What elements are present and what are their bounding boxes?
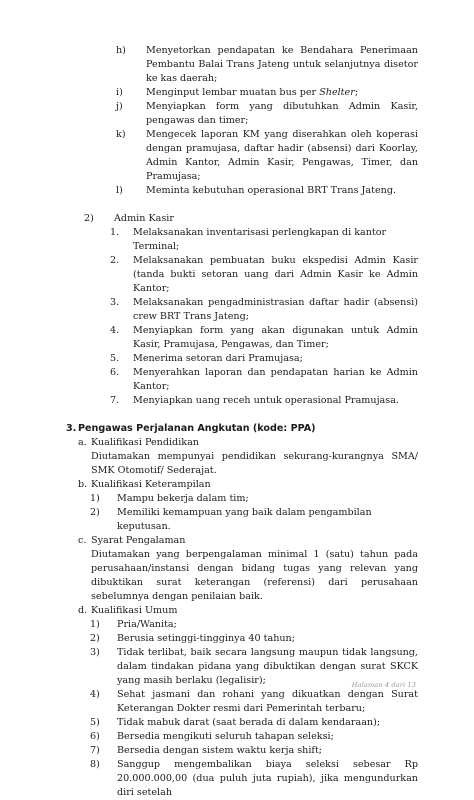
list-marker: 2) <box>84 213 94 224</box>
list-item <box>66 618 418 632</box>
list-marker: 5. <box>110 353 120 364</box>
list-text: Menginput lembar muatan bus per Shelter; <box>146 87 359 98</box>
list-item <box>66 44 418 86</box>
subsection-heading <box>66 604 418 618</box>
list-item <box>66 506 418 534</box>
list-item <box>66 324 418 352</box>
list-marker: 4. <box>110 325 120 336</box>
list-marker: 2. <box>110 255 120 266</box>
list-item <box>66 352 418 366</box>
subsection-heading <box>66 436 418 450</box>
list-text: Bersedia mengikuti seluruh tahapan seleksi; <box>117 731 334 742</box>
list-item <box>66 100 418 128</box>
list-marker: 3. <box>110 297 120 308</box>
list-marker: j) <box>116 101 123 112</box>
list-marker: 1) <box>90 619 100 630</box>
list-text: Memiliki kemampuan yang baik dalam pengambilan keputusan. <box>117 507 372 532</box>
emphasis-text: Shelter <box>319 87 355 98</box>
list-item <box>66 366 418 394</box>
list-text: Menerima setoran dari Pramujasa; <box>133 353 303 364</box>
subsection-heading <box>66 478 418 492</box>
list-item <box>66 254 418 296</box>
list-text: Menyetorkan pendapatan ke Bendahara Penerimaan Pembantu Balai Trans Jateng untuk selanjutnya disetor ke kas daerah; <box>146 45 418 84</box>
list-marker: k) <box>116 129 126 140</box>
list-text: Sehat jasmani dan rohani yang dikuatkan dengan Surat Keterangan Dokter resmi dari Pemerintah terbaru; <box>117 689 418 714</box>
list-item <box>66 632 418 646</box>
list-marker: c. <box>78 535 87 546</box>
list-item <box>66 492 418 506</box>
list-marker: 1. <box>110 227 120 238</box>
subsection-heading <box>66 534 418 548</box>
list-text: Melaksanakan pengadministrasian daftar hadir (absensi) crew BRT Trans Jateng; <box>133 297 418 322</box>
list-item <box>66 184 418 198</box>
list-item <box>66 744 418 758</box>
list-item <box>66 730 418 744</box>
list-text: Berusia setinggi-tingginya 40 tahun; <box>117 633 295 644</box>
list-marker: 8) <box>90 759 100 770</box>
list-marker: 1) <box>90 493 100 504</box>
list-marker: 2) <box>90 507 100 518</box>
list-marker: 6) <box>90 731 100 742</box>
list-marker: 7. <box>110 395 120 406</box>
list-text: Tidak mabuk darat (saat berada di dalam kendaraan); <box>117 717 381 728</box>
section-heading <box>66 422 418 436</box>
list-text: Mengecek laporan KM yang diserahkan oleh koperasi dengan pramujasa, daftar hadir (absensi) dari Koorlay, Admin Kantor, Admin Kasir, Pengawas, Timer, dan Pramujasa; <box>146 129 418 182</box>
list-item <box>66 688 418 716</box>
list-marker: 5) <box>90 717 100 728</box>
section-number: 3. <box>66 423 77 434</box>
list-marker: d. <box>78 605 88 616</box>
list-marker: 7) <box>90 745 100 756</box>
list-marker: 2) <box>90 633 100 644</box>
list-text: Melaksanakan inventarisasi perlengkapan di kantor Terminal; <box>133 227 387 252</box>
list-text: Tidak terlibat, baik secara langsung maupun tidak langsung, dalam tindakan pidana yang dibuktikan dengan surat SKCK yang masih berlaku (legalisir); <box>117 647 418 686</box>
subsection-title: Kualifikasi Umum <box>91 605 178 616</box>
list-item <box>66 394 418 408</box>
list-text: Menyiapkan form yang akan digunakan untuk Admin Kasir, Pramujasa, Pengawas, dan Timer; <box>133 325 418 350</box>
list-text: Melaksanakan pembuatan buku ekspedisi Admin Kasir (tanda bukti setoran uang dari Admin Kasir ke Admin Kantor; <box>133 255 418 294</box>
list-item <box>66 226 418 254</box>
list-text: Menyiapkan uang receh untuk operasional Pramujasa. <box>133 395 399 406</box>
subsection-title: Admin Kasir <box>114 213 174 224</box>
list-text: Pria/Wanita; <box>117 619 177 630</box>
list-text: Meminta kebutuhan operasional BRT Trans Jateng. <box>146 185 397 196</box>
subsection-title: Kualifikasi Pendidikan <box>91 437 199 448</box>
list-item <box>66 86 418 100</box>
page-footer: Halaman 4 dari 13 <box>351 681 416 689</box>
list-marker: h) <box>116 45 126 56</box>
subsection-title: Syarat Pengalaman <box>91 535 186 546</box>
list-marker: l) <box>116 185 123 196</box>
list-marker: i) <box>116 87 123 98</box>
list-item <box>66 128 418 184</box>
paragraph: Diutamakan mempunyai pendidikan sekurang-kurangnya SMA/ SMK Otomotif/ Sederajat. <box>91 451 418 476</box>
list-marker: b. <box>78 479 88 490</box>
list-marker: 3) <box>90 647 100 658</box>
list-marker: a. <box>78 437 87 448</box>
list-item <box>66 296 418 324</box>
list-text: Sanggup mengembalikan biaya seleksi sebesar Rp 20.000.000,00 (dua puluh juta rupiah), jika mengundurkan diri setelah <box>117 759 418 798</box>
list-item <box>66 716 418 730</box>
paragraph: Diutamakan yang berpengalaman minimal 1 (satu) tahun pada perusahaan/instansi dengan bidang tugas yang relevan yang dibuktikan surat keterangan (referensi) dari perusahaan sebelumnya dengan penilaian baik. <box>91 549 418 602</box>
subsection-title: Kualifikasi Keterampilan <box>91 479 211 490</box>
list-text: Menyiapkan form yang dibutuhkan Admin Kasir, pengawas dan timer; <box>146 101 418 126</box>
section-title: Pengawas Perjalanan Angkutan (kode: PPA) <box>78 423 316 434</box>
list-marker: 4) <box>90 689 100 700</box>
list-text: Bersedia dengan sistem waktu kerja shift; <box>117 745 323 756</box>
subsection-heading <box>66 212 418 226</box>
list-text: Mampu bekerja dalam tim; <box>117 493 249 504</box>
list-text: Menyerahkan laporan dan pendapatan harian ke Admin Kantor; <box>133 367 418 392</box>
list-item <box>66 758 418 800</box>
list-marker: 6. <box>110 367 120 378</box>
